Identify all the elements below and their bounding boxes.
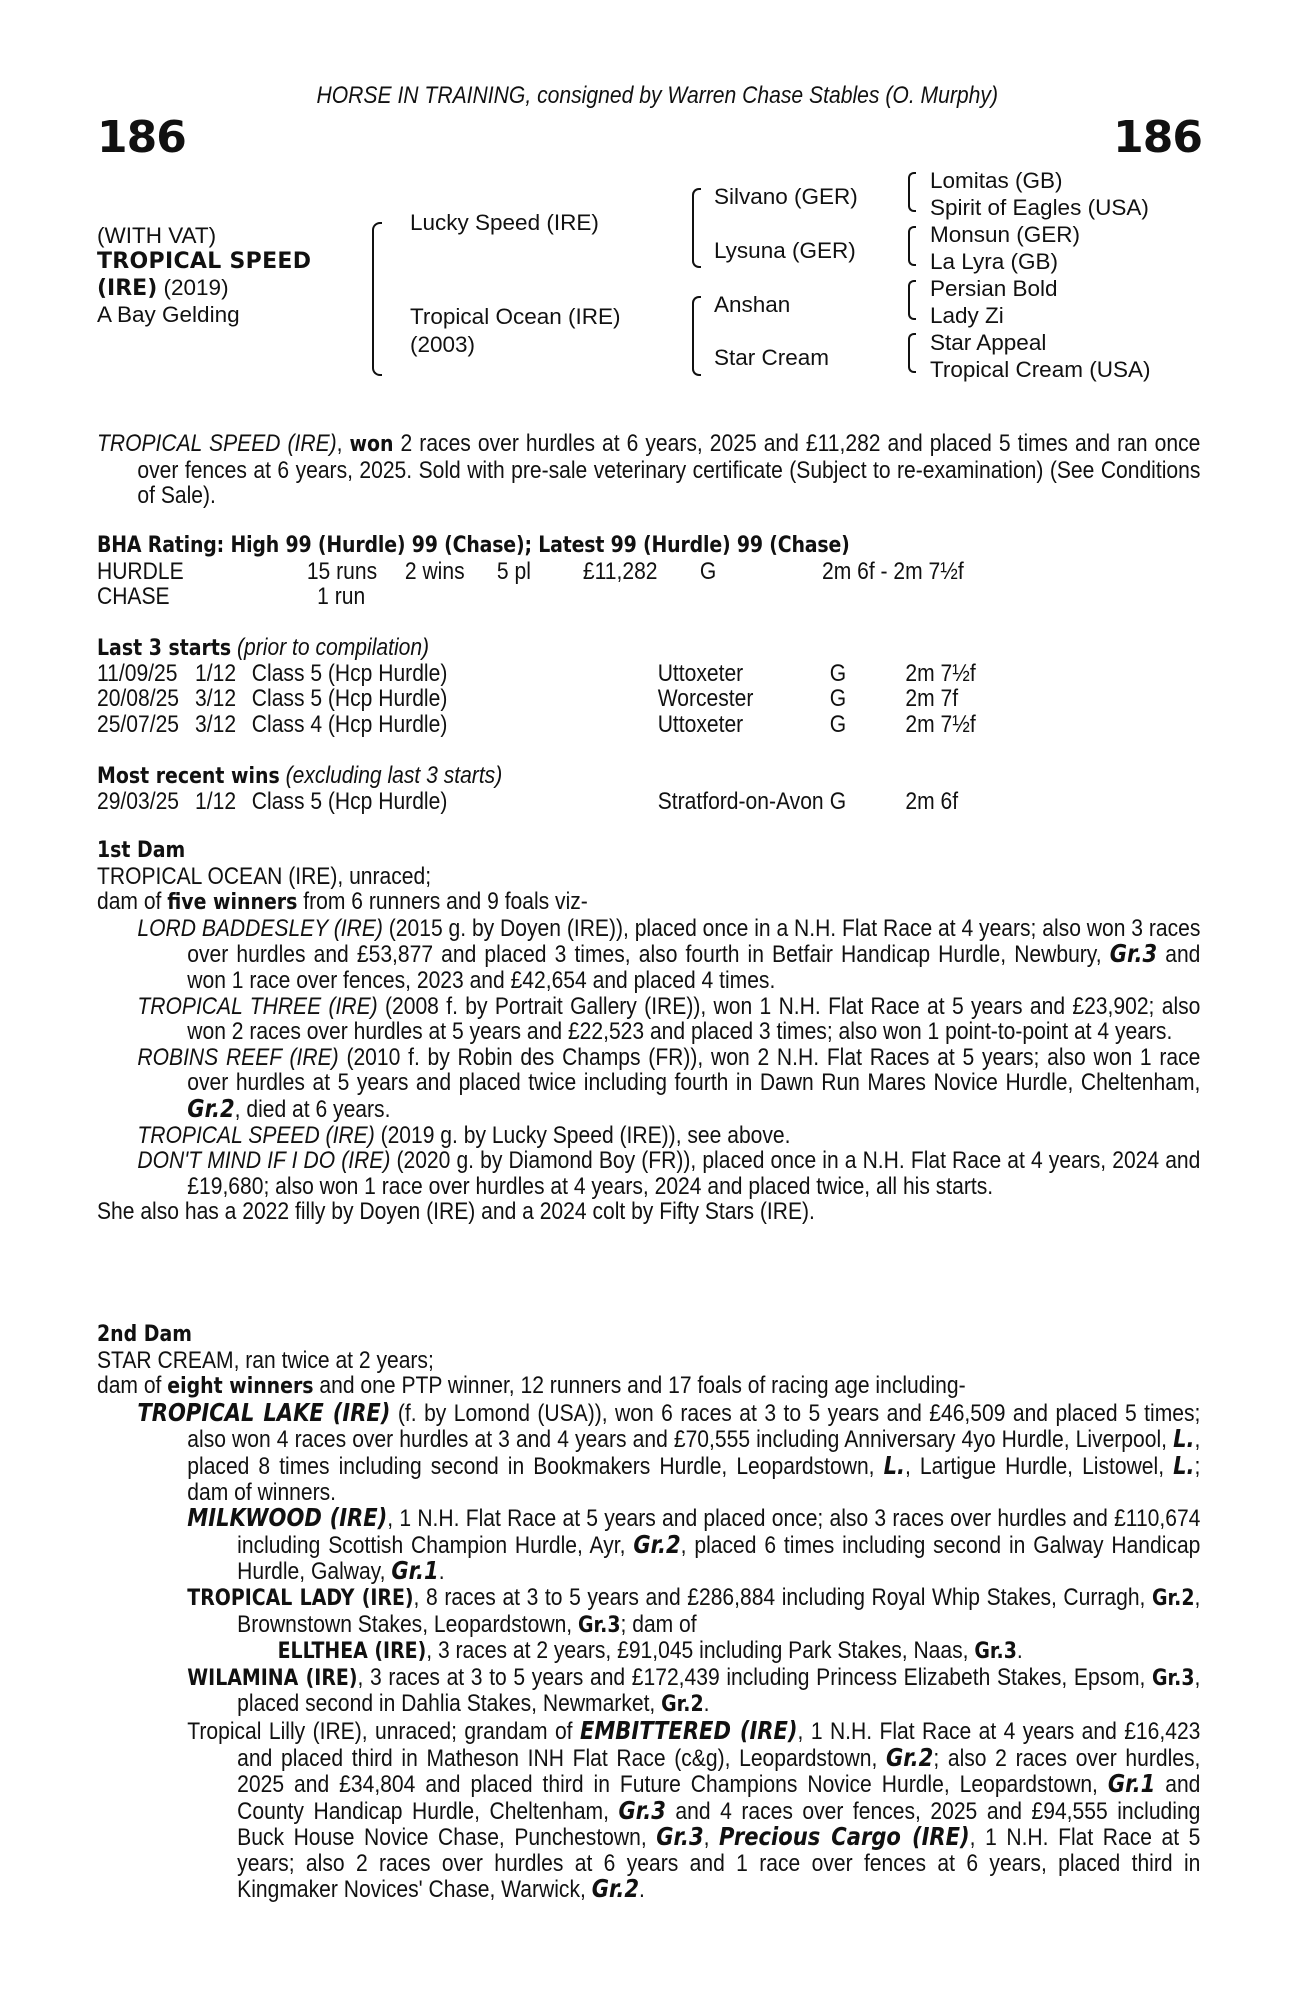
dam: Tropical Ocean (IRE) — [410, 304, 621, 329]
rating-earnings: £11,282 — [582, 557, 658, 585]
consignment-title: HORSE IN TRAINING, consigned by Warren Chase Stables (O. Murphy) — [316, 82, 999, 109]
summary-text: 2 races over hurdles at 6 years, 2025 and £11,282 and placed 5 times and ran once over fences at 6 years, 2025. Sold with pre-sale veterinary certificate (Subject to re-examination) (See Conditions of Sale). — [137, 430, 1201, 510]
win-distance: 2m 6f — [905, 787, 959, 815]
produce-text: ; also 2 races over hurdles, 2025 and £34,804 and placed third in Future Champions Novice Hurdle, Leopardstown, — [237, 1744, 1201, 1799]
recent-wins-heading: Most recent wins — [97, 763, 280, 789]
foal-text: (2020 g. by Diamond Boy (FR)), placed once in a N.H. Flat Race at 4 years, 2024 and £19,680; also won 1 race over hurdles at 4 years, 2024 and placed twice, all his starts. — [187, 1147, 1201, 1200]
summary-won: won — [349, 432, 394, 457]
lot-number-left: 186 — [97, 112, 186, 163]
produce-text: , — [703, 1824, 720, 1852]
pedigree-brace-dam — [692, 296, 701, 376]
start-course: Worcester — [657, 685, 754, 713]
first-dam-name: TROPICAL OCEAN (IRE), unraced; — [97, 862, 432, 890]
horse-description: A Bay Gelding — [97, 302, 240, 327]
grade-badge: Gr.1 — [391, 1556, 439, 1586]
grade-badge: Gr.3 — [974, 1639, 1017, 1665]
produce-text: . — [639, 1876, 645, 1904]
produce-name: WILAMINA (IRE) — [187, 1665, 358, 1691]
produce-name: MILKWOOD (IRE) — [187, 1503, 388, 1533]
grade-badge: Gr.2 — [661, 1692, 704, 1718]
produce-text: (f. by Lomond (USA)), won 6 races at 3 to 5 years and £46,509 and placed 5 times; also won 4 races over hurdles at 3 and 4 years and £70,555 including Anniversary 4yo Hurdle, Liverpool, — [187, 1399, 1201, 1454]
produce-text: ; dam of winners. — [187, 1452, 1201, 1506]
first-dam-section — [97, 837, 1200, 1225]
last-starts-section — [97, 635, 1200, 814]
start-going: G — [829, 710, 847, 738]
winners-count: eight winners — [167, 1374, 314, 1400]
grade-badge: Gr.2 — [187, 1093, 235, 1123]
start-race: Class 5 (Hcp Hurdle) — [251, 685, 448, 713]
summary-sep: , — [336, 430, 350, 457]
produce-text: , placed second in Dahlia Stakes, Newmarket, — [237, 1663, 1201, 1718]
start-position: 3/12 — [195, 710, 237, 738]
first-dam-heading: 1st Dam — [97, 838, 186, 863]
produce-text: , 1 N.H. Flat Race at 5 years and placed once; also 3 races over hurdles and £110,674 including Scottish Champion Hurdle, Ayr, — [237, 1505, 1201, 1559]
start-course: Uttoxeter — [657, 710, 744, 738]
grade-badge: Gr.3 — [656, 1822, 704, 1852]
race-summary — [97, 431, 1200, 509]
rating-placed: 5 pl — [496, 557, 531, 585]
grade-badge: Gr.3 — [577, 1612, 621, 1638]
second-dam-name: STAR CREAM, ran twice at 2 years; — [97, 1346, 434, 1374]
win-date: 29/03/25 — [97, 787, 180, 815]
rating-distance: 2m 6f - 2m 7½f — [821, 557, 964, 585]
dam-of-prefix: dam of — [97, 1372, 168, 1400]
start-row — [97, 712, 1200, 738]
start-going: G — [829, 685, 847, 713]
ancestor-8: Tropical Cream (USA) — [930, 357, 1151, 382]
produce-text: . — [438, 1558, 445, 1586]
produce-text: , 3 races at 3 to 5 years and £172,439 including Princess Elizabeth Stakes, Epsom, — [357, 1663, 1153, 1691]
ancestor-5: Persian Bold — [930, 276, 1058, 301]
dam-sire: Anshan — [714, 292, 791, 317]
produce-text: Tropical Lilly (IRE), unraced; grandam of — [187, 1717, 580, 1745]
sire-dam: Lysuna (GER) — [714, 238, 856, 263]
pedigree-brace-g2 — [908, 226, 916, 266]
listed-badge: L. — [883, 1450, 906, 1480]
foal-entry — [97, 1045, 1200, 1123]
grade-badge: Gr.3 — [1152, 1665, 1195, 1691]
second-dam-heading: 2nd Dam — [97, 1322, 192, 1347]
first-dam-footer: She also has a 2022 filly by Doyen (IRE) and a 2024 colt by Fifty Stars (IRE). — [97, 1198, 815, 1226]
sire-sire: Silvano (GER) — [714, 184, 858, 209]
foal-name: DON'T MIND IF I DO (IRE) — [137, 1147, 391, 1175]
second-dam-section — [97, 1321, 1200, 1903]
produce-name: TROPICAL LADY (IRE) — [187, 1585, 414, 1611]
produce-text: , Lartigue Hurdle, Listowel, — [905, 1452, 1174, 1480]
grade-badge: Gr.3 — [618, 1795, 666, 1825]
foal-name: TROPICAL SPEED (IRE) — [137, 1121, 375, 1149]
ancestor-4: La Lyra (GB) — [930, 249, 1058, 274]
grade-badge: Gr.2 — [633, 1529, 681, 1559]
horse-country: (IRE) — [97, 276, 158, 301]
foal-text: , died at 6 years. — [234, 1095, 391, 1123]
winners-count: five winners — [167, 890, 298, 916]
foal-entry — [97, 994, 1200, 1045]
pedigree-brace-g4 — [908, 333, 916, 373]
produce-text: and 4 races over fences, 2025 and £94,555 including Buck House Novice Chase, Punchestown, — [237, 1797, 1201, 1852]
foal-entry — [97, 916, 1200, 994]
pedigree-brace-main — [372, 222, 382, 376]
win-position: 1/12 — [195, 787, 237, 815]
start-race: Class 5 (Hcp Hurdle) — [251, 659, 448, 687]
dam-dam: Star Cream — [714, 345, 830, 370]
start-date: 25/07/25 — [97, 710, 180, 738]
produce-entry-tropical-lilly — [97, 1715, 1201, 1904]
grade-badge: Gr.3 — [1109, 939, 1158, 969]
start-course: Uttoxeter — [657, 659, 744, 687]
rating-wins: 2 wins — [404, 557, 465, 585]
summary-horse-name: TROPICAL SPEED (IRE) — [97, 430, 337, 457]
foal-name: LORD BADDESLEY (IRE) — [137, 914, 383, 942]
rating-runs: 15 runs — [306, 557, 378, 585]
produce-name: Precious Cargo (IRE) — [719, 1822, 970, 1852]
produce-text: , 8 races at 3 to 5 years and £286,884 including Royal Whip Stakes, Curragh, — [413, 1583, 1153, 1611]
win-going: G — [829, 787, 847, 815]
vat-note: (WITH VAT) — [97, 223, 217, 248]
produce-text: ; dam of — [620, 1610, 697, 1638]
horse-identity — [97, 223, 311, 328]
pedigree-brace-g1 — [908, 172, 916, 212]
grade-badge: Gr.2 — [885, 1742, 934, 1772]
produce-text: , placed 8 times including second in Bookmakers Hurdle, Leopardstown, — [187, 1426, 1201, 1480]
produce-text: , 3 races at 2 years, £91,045 including Park Stakes, Naas, — [426, 1637, 975, 1665]
rating-row-chase — [97, 584, 1200, 610]
rating-row-hurdle — [97, 559, 1200, 585]
ancestor-2: Spirit of Eagles (USA) — [930, 195, 1149, 220]
listed-badge: L. — [1173, 1424, 1195, 1454]
win-course: Stratford-on-Avon — [657, 787, 824, 815]
ancestor-1: Lomitas (GB) — [930, 168, 1063, 193]
horse-name: TROPICAL SPEED — [97, 249, 312, 274]
dam-of-suffix: and one PTP winner, 12 runners and 17 foals of racing age including- — [313, 1372, 966, 1400]
foal-text: (2019 g. by Lucky Speed (IRE)), see above. — [374, 1121, 791, 1149]
pedigree-brace-sire — [692, 188, 701, 268]
foal-entry — [97, 1123, 1200, 1149]
rating-type: HURDLE — [97, 557, 184, 585]
produce-text: . — [703, 1690, 710, 1718]
start-position: 1/12 — [195, 659, 237, 687]
produce-text: , placed 6 times including second in Galway Handicap Hurdle, Galway, — [237, 1531, 1201, 1586]
produce-name: EMBITTERED (IRE) — [579, 1715, 798, 1745]
dam-year: (2003) — [410, 332, 476, 357]
grade-badge: Gr.2 — [591, 1874, 640, 1904]
foal-text: and won 1 race over fences, 2023 and £42,654 and placed 4 times. — [187, 941, 1201, 994]
start-race: Class 4 (Hcp Hurdle) — [251, 710, 448, 738]
produce-entry-tropical-lake — [97, 1397, 1201, 1506]
produce-name: ELLTHEA (IRE) — [277, 1639, 427, 1665]
sire: Lucky Speed (IRE) — [410, 210, 599, 235]
consignment-header — [0, 82, 1315, 110]
listed-badge: L. — [1173, 1450, 1195, 1480]
recent-wins-note: (excluding last 3 starts) — [279, 761, 503, 789]
ancestor-6: Lady Zi — [930, 303, 1004, 328]
start-row — [97, 661, 1200, 687]
ancestor-7: Star Appeal — [930, 330, 1047, 355]
last-starts-note: (prior to compilation) — [231, 634, 430, 661]
grade-badge: Gr.2 — [1152, 1585, 1195, 1611]
start-row — [97, 686, 1200, 712]
produce-entry-wilamina — [97, 1665, 1200, 1718]
produce-text: and County Handicap Hurdle, Cheltenham, — [237, 1771, 1201, 1825]
foal-text: (2015 g. by Doyen (IRE)), placed once in a N.H. Flat Race at 4 years; also won 3 races over hurdles and £53,877 and placed 3 times, also fourth in Betfair Handicap Hurdle, Newbury, — [187, 914, 1201, 969]
produce-entry-ellthea — [97, 1638, 1200, 1665]
start-date: 11/09/25 — [97, 659, 178, 687]
pedigree-brace-g3 — [908, 280, 916, 320]
produce-entry-tropical-lady — [97, 1585, 1200, 1638]
produce-name: TROPICAL LAKE (IRE) — [137, 1397, 391, 1427]
foal-text: (2008 f. by Portrait Gallery (IRE)), won 1 N.H. Flat Race at 5 years and £23,902; also won 2 races over hurdles at 5 years and £22,523 and placed 3 times; also won 1 point-to-point at 4 years. — [187, 992, 1201, 1046]
start-distance: 2m 7f — [905, 685, 959, 713]
bha-rating-heading: BHA Rating: High 99 (Hurdle) 99 (Chase); Latest 99 (Hurdle) 99 (Chase) — [97, 533, 850, 558]
grade-badge: Gr.1 — [1107, 1769, 1156, 1799]
rating-going: G — [699, 557, 717, 585]
foal-name: TROPICAL THREE (IRE) — [137, 992, 378, 1020]
produce-entry-milkwood — [97, 1505, 1200, 1585]
produce-text: , 1 N.H. Flat Race at 4 years and £16,423 and placed third in Matheson INH Flat Race (c&g), Leopardstown, — [237, 1717, 1201, 1772]
lot-number-right: 186 — [1113, 112, 1202, 163]
rating-type: CHASE — [97, 583, 170, 611]
win-race: Class 5 (Hcp Hurdle) — [251, 787, 448, 815]
start-date: 20/08/25 — [97, 685, 180, 713]
start-distance: 2m 7½f — [905, 659, 976, 687]
bha-rating-section — [97, 533, 1200, 610]
rating-runs: 1 run — [317, 583, 366, 611]
start-going: G — [829, 659, 847, 687]
produce-text: . — [1016, 1637, 1023, 1665]
produce-text: , 1 N.H. Flat Race at 5 years; also 2 races over hurdles at 6 years and 1 race over fences at 6 years, placed third in Kingmaker Novices' Chase, Warwick, — [237, 1824, 1201, 1904]
horse-year: (2019) — [157, 275, 229, 300]
last-starts-heading: Last 3 starts — [97, 636, 232, 661]
foal-name: ROBINS REEF (IRE) — [137, 1043, 339, 1071]
produce-text: , Brownstown Stakes, Leopardstown, — [237, 1583, 1201, 1638]
start-distance: 2m 7½f — [905, 710, 976, 738]
foal-entry — [97, 1148, 1200, 1199]
ancestor-3: Monsun (GER) — [930, 222, 1081, 247]
dam-of-suffix: from 6 runners and 9 foals viz- — [297, 888, 588, 916]
start-position: 3/12 — [195, 685, 237, 713]
win-row — [97, 789, 1200, 815]
foal-text: (2010 f. by Robin des Champs (FR)), won 2 N.H. Flat Races at 5 years; also won 1 race over hurdles at 5 years and placed twice including fourth in Dawn Run Mares Novice Hurdle, Cheltenham, — [187, 1043, 1201, 1097]
dam-of-prefix: dam of — [97, 888, 168, 916]
